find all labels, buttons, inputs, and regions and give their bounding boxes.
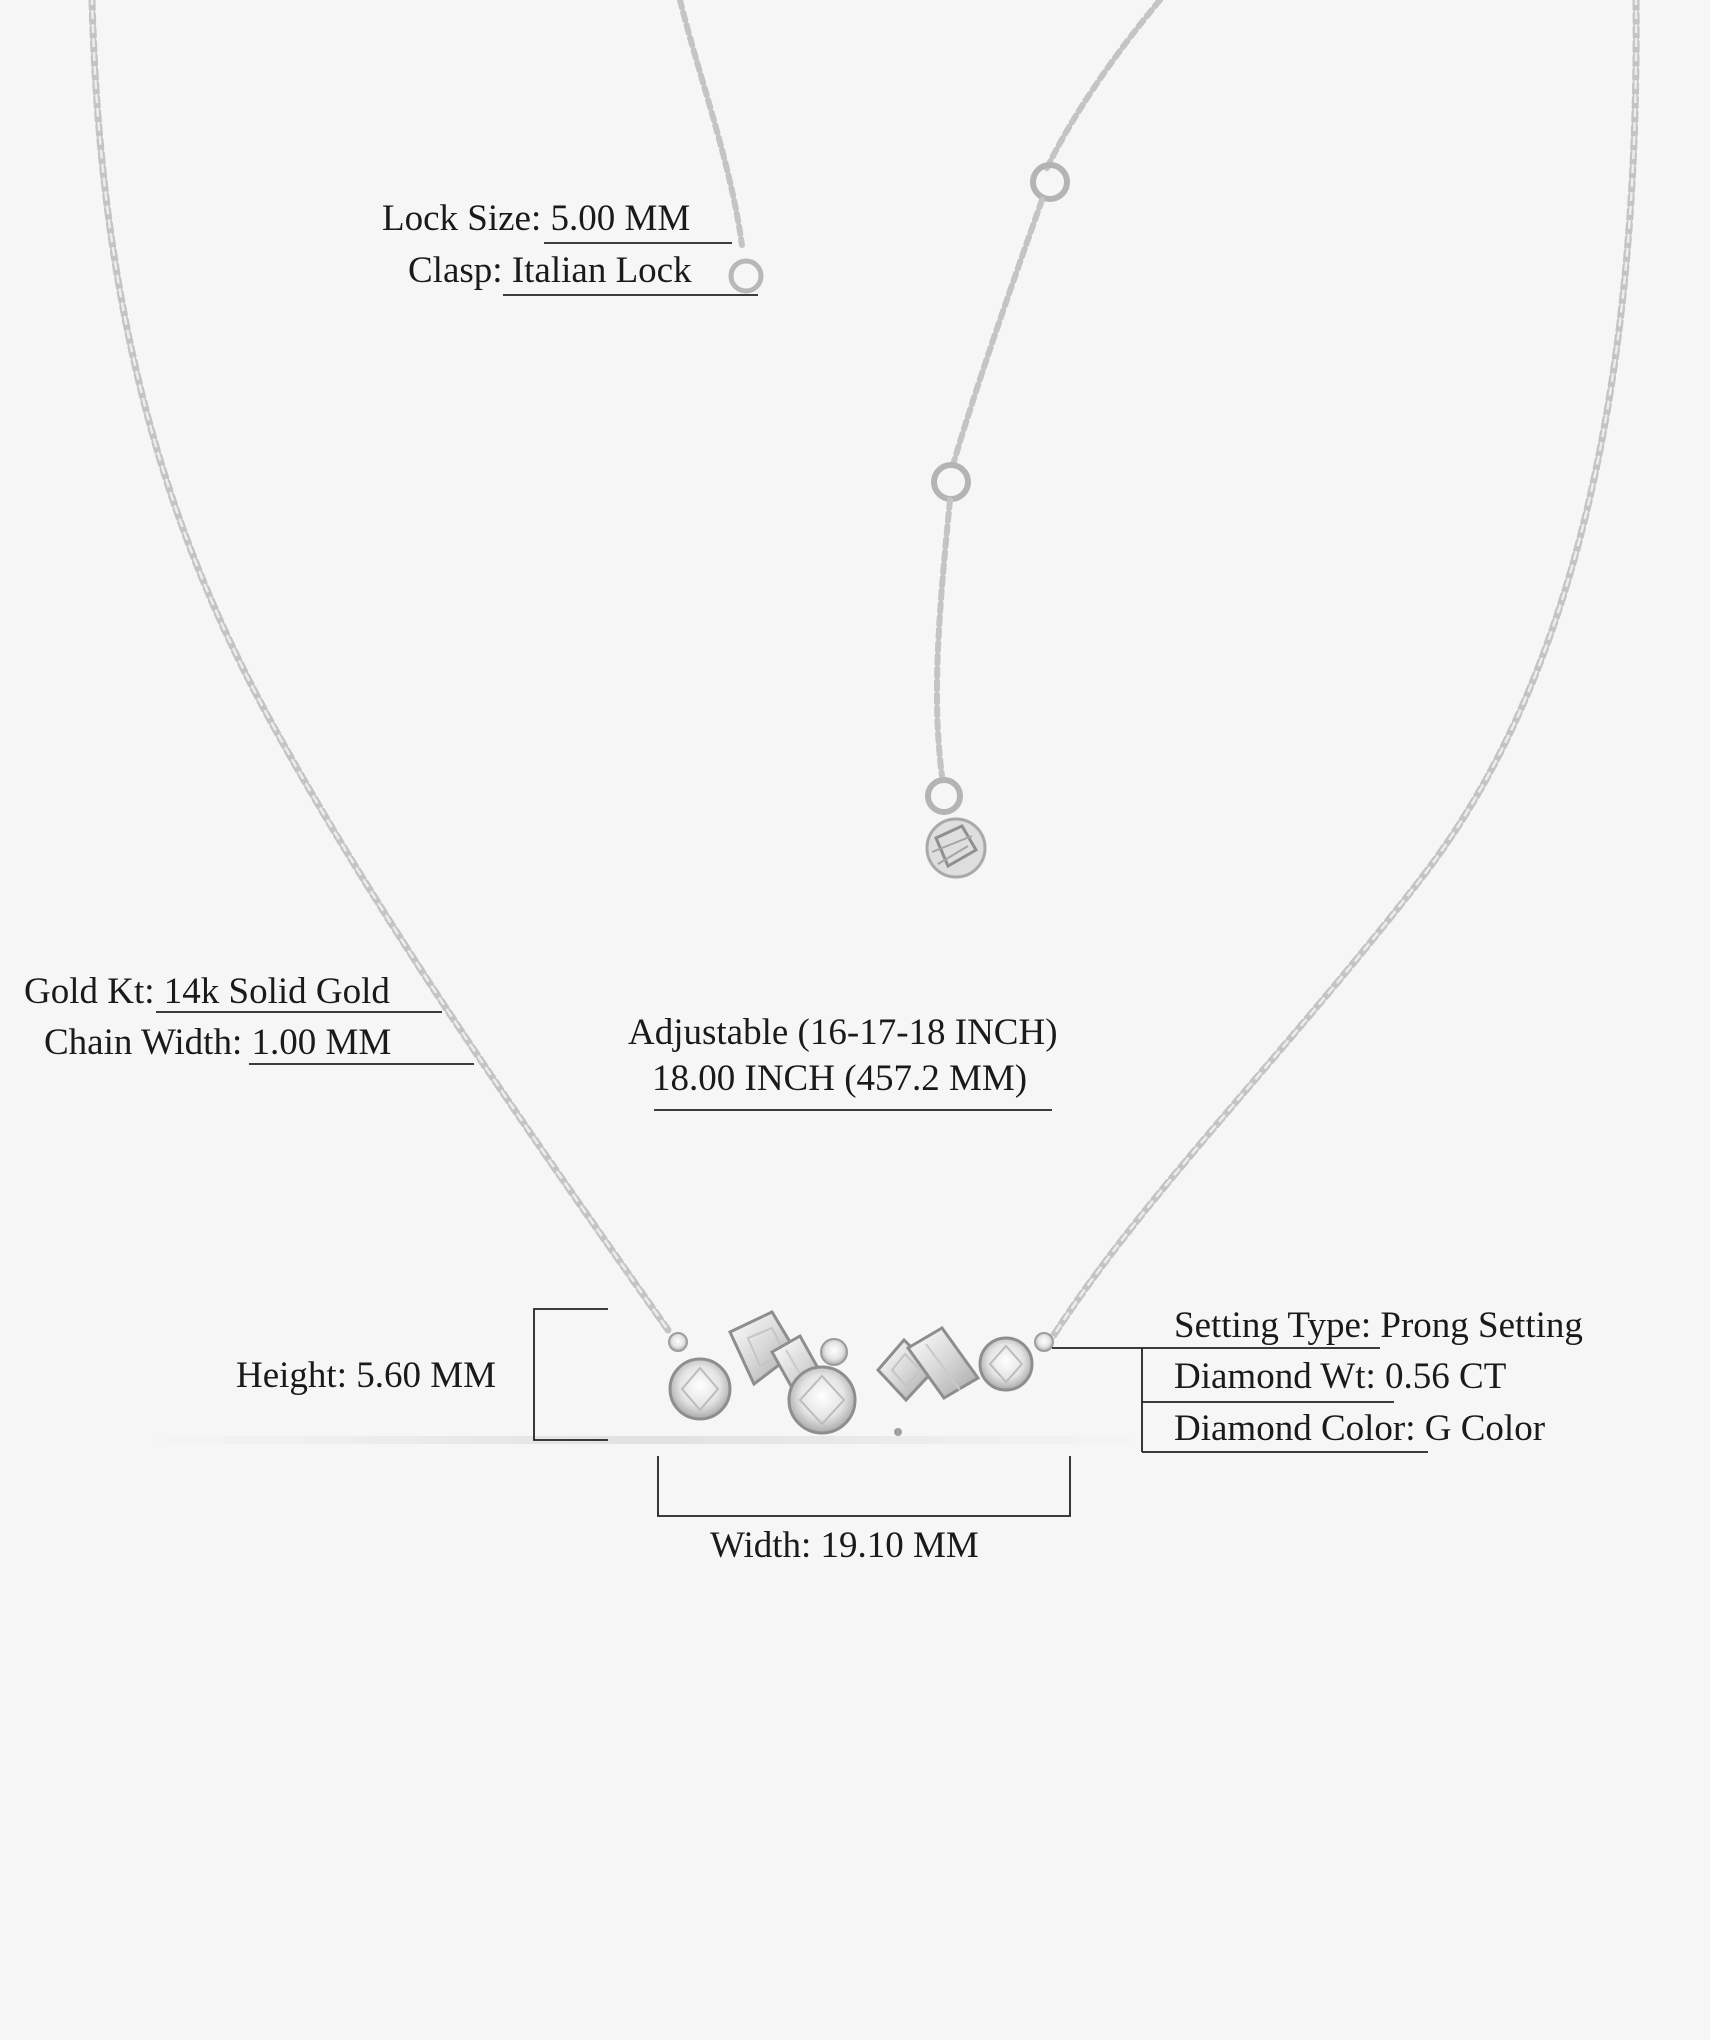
width-label: Width: <box>710 1525 812 1566</box>
chain-width-label: Chain Width: <box>44 1022 243 1063</box>
length-spec-line2: 18.00 INCH (457.2 MM) <box>652 1058 1028 1099</box>
extender-ring-2 <box>934 465 968 499</box>
extender-ring-1 <box>1033 165 1067 199</box>
setting-type-label: Setting Type: <box>1174 1305 1372 1346</box>
gold-kt-label: Gold Kt: <box>24 971 155 1012</box>
clasp-spec <box>408 249 692 293</box>
height-value: 5.60 MM <box>346 1355 497 1396</box>
width-value: 19.10 MM <box>811 1525 979 1566</box>
gold-kt-value: 14k Solid Gold <box>154 971 390 1012</box>
chain-width-value: 1.00 MM <box>242 1022 392 1063</box>
setting-type-value: Prong Setting <box>1371 1305 1583 1346</box>
clasp-value: Italian Lock <box>502 250 692 291</box>
extender-chain <box>1046 0 1160 170</box>
diamond-wt-spec <box>1174 1355 1506 1399</box>
ground-shadow <box>140 1436 1160 1444</box>
extender-charm <box>927 819 985 877</box>
lock-size-value: 5.00 MM <box>541 198 691 239</box>
right-chain <box>1052 0 1636 1338</box>
length-spec-line1: Adjustable (16-17-18 INCH) <box>628 1012 1058 1053</box>
diamond-wt-label: Diamond Wt: <box>1174 1356 1376 1397</box>
width-spec <box>710 1524 979 1568</box>
diamond-color-value: G Color <box>1415 1408 1546 1449</box>
lock-size-label: Lock Size: <box>382 198 542 239</box>
setting-type-spec <box>1174 1304 1583 1348</box>
height-label: Height: <box>236 1355 347 1396</box>
extender-ring-3 <box>928 780 960 812</box>
diamond-color-spec <box>1174 1407 1545 1451</box>
diamond-color-label: Diamond Color: <box>1174 1408 1416 1449</box>
diamond-wt-value: 0.56 CT <box>1375 1356 1507 1397</box>
height-spec <box>236 1354 496 1398</box>
diamond-pendant <box>669 1312 1053 1436</box>
chain-width-spec <box>44 1021 391 1065</box>
gold-kt-spec <box>24 970 390 1014</box>
clasp-ring <box>731 261 761 291</box>
lock-size-spec <box>382 197 690 241</box>
clasp-label: Clasp: <box>408 250 503 291</box>
